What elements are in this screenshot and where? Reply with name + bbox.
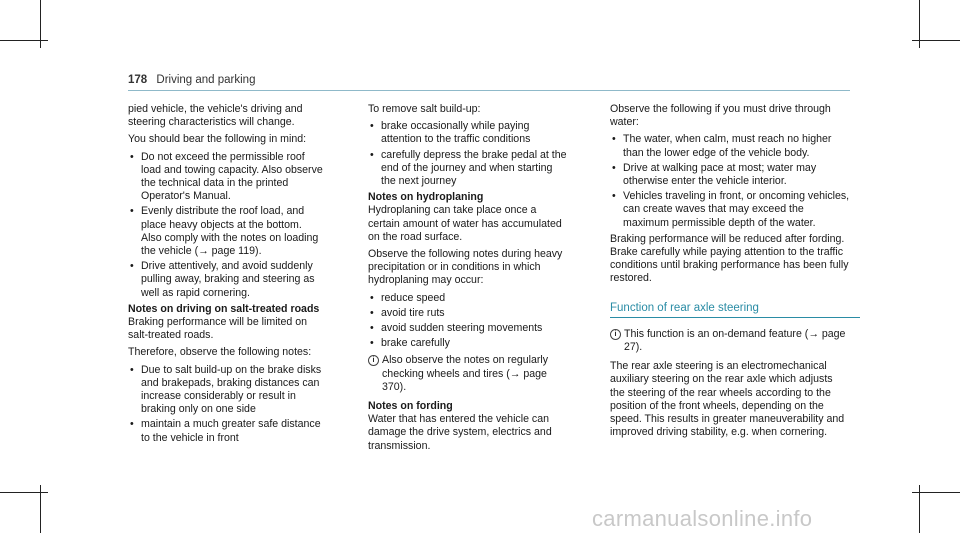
paragraph: Therefore, observe the following notes: (128, 346, 312, 359)
column-3 (610, 103, 850, 443)
watermark: carmanualsonline.info (592, 506, 813, 531)
list-item: • Do not exceed the permissible roof load and towing capacity. Also observe the technical data in the printed Operator's Manual. (128, 151, 323, 204)
bullet-list (128, 364, 323, 445)
info-icon: i (368, 355, 379, 366)
bullet-list (610, 133, 850, 229)
paragraph: Braking performance will be limited on salt-treated roads. (128, 316, 307, 342)
column-1 (128, 103, 323, 448)
page-number: 178 (128, 74, 148, 86)
paragraph: You should bear the following in mind: (128, 133, 307, 146)
page-header (128, 74, 255, 86)
crop-mark (912, 492, 960, 493)
section-name: Driving and parking (156, 74, 256, 86)
list-item: • brake carefully (368, 337, 568, 350)
list-item: • Vehicles traveling in front, or oncoming vehicles, can create waves that may exceed the maximum permissible depth of the water. (610, 190, 850, 230)
list-item: • Drive attentively, and avoid suddenly pulling away, braking and steering as well as rapid cornering. (128, 260, 323, 300)
column-2 (368, 103, 568, 457)
subheading: Notes on driving on salt-treated roads (128, 302, 320, 315)
list-item: • carefully depress the brake pedal at the end of the journey and when starting the next journey (368, 149, 568, 189)
crop-mark (0, 40, 48, 41)
section-title: Function of rear axle steering (610, 301, 759, 314)
list-item: • Evenly distribute the roof load, and place heavy objects at the bottom. Also comply with the notes on loading the vehicle (→ page 119). (128, 205, 323, 258)
note-text: Also observe the notes on regularly checking wheels and tires (→ page 370). (382, 354, 549, 393)
list-item: • maintain a much greater safe distance to the vehicle in front (128, 418, 323, 444)
info-icon: i (610, 329, 621, 340)
note (368, 354, 568, 394)
header-rule (128, 90, 850, 91)
paragraph: To remove salt build-up: (368, 103, 481, 115)
paragraph: Water that has entered the vehicle can damage the drive system, electrics and transmission. (368, 413, 552, 452)
list-item: • avoid sudden steering movements (368, 322, 568, 335)
note-text: This function is an on-demand feature (→ page 27). (624, 327, 846, 354)
list-item: • The water, when calm, must reach no higher than the lower edge of the vehicle body. (610, 133, 850, 159)
paragraph: Hydroplaning can take place once a certain amount of water has accumulated on the road surface. (368, 204, 562, 243)
crop-mark (0, 492, 48, 493)
list-item: • reduce speed (368, 292, 568, 305)
paragraph: Observe the following notes during heavy precipitation or in conditions in which hydroplaning may occur: (368, 248, 563, 287)
paragraph: Braking performance will be reduced after fording. Brake carefully while paying attention to the traffic conditions until braking performance has been fully restored. (610, 232, 849, 285)
paragraph: Observe the following if you must drive through water: (610, 103, 831, 129)
paragraph: pied vehicle, the vehicle's driving and steering characteristics will change. (128, 103, 303, 129)
bullet-list (368, 120, 568, 188)
crop-mark (912, 40, 960, 41)
list-item: • Due to salt build-up on the brake disks and brakepads, braking distances can increase considerably or result in braking only on one side (128, 364, 323, 417)
bullet-list (128, 151, 323, 300)
paragraph: The rear axle steering is an electromechanical auxiliary steering on the rear axle which adjusts the steering of the rear wheels according to the position of the front wheels, depending on the speed. This results in greater maneuverability and improved driving stability, e.g. when cornering. (610, 360, 845, 439)
list-item: • brake occasionally while paying attention to the traffic conditions (368, 120, 568, 146)
list-item: • Drive at walking pace at most; water may otherwise enter the vehicle interior. (610, 162, 850, 188)
list-item: • avoid tire ruts (368, 307, 568, 320)
subheading: Notes on hydroplaning (368, 191, 484, 204)
subheading: Notes on fording (368, 400, 453, 413)
bullet-list (368, 292, 568, 351)
note (610, 328, 850, 354)
section-title-rule (610, 317, 860, 318)
